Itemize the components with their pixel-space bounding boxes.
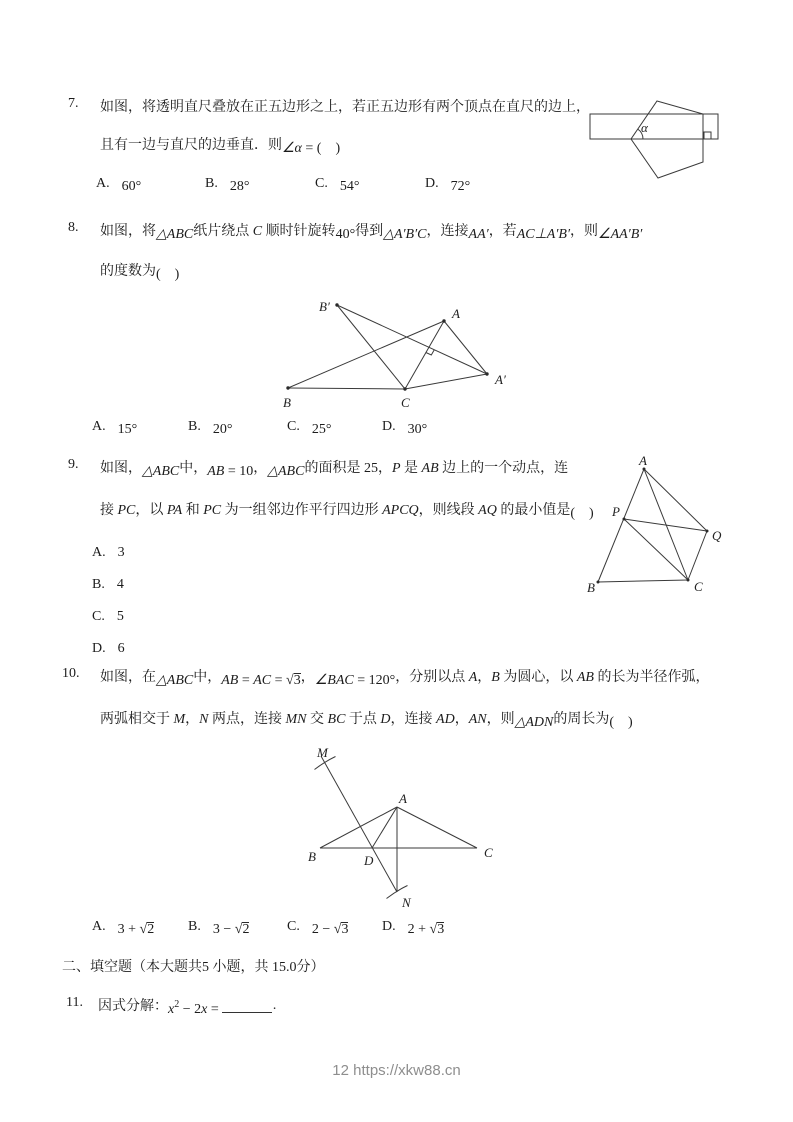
option-value: 15° <box>117 422 138 437</box>
point-B <box>286 386 289 389</box>
option-value: 28° <box>229 179 250 194</box>
option-label: C. <box>92 609 105 624</box>
point-Q <box>706 530 709 533</box>
q7-option-a <box>96 176 141 192</box>
option-value: 20° <box>212 422 233 437</box>
q10-option-d <box>382 919 444 935</box>
q8-option-b <box>188 419 232 435</box>
q8-option-c <box>287 419 331 435</box>
segment-Bprime-Aprime <box>337 305 487 374</box>
section2-header: 二、填空题（本大题共5 小题，共 15.0分） <box>62 960 325 975</box>
q7-line1: 如图，将透明直尺叠放在正五边形之上，若正五边形有两个顶点在直尺的边上， <box>100 100 590 115</box>
q7-option-c <box>315 176 359 192</box>
segment-QC <box>688 531 707 580</box>
label-C: C <box>694 579 703 594</box>
option-value: 30° <box>407 422 428 437</box>
q8-line2: 的度数为( ) <box>100 264 180 282</box>
q8-option-a <box>92 419 137 435</box>
segment-AC <box>644 469 688 580</box>
segment-AB <box>288 321 444 388</box>
q11-line1: 因式分解：$x^2 - 2x$ = · <box>98 999 277 1017</box>
q10-line2: 两弧相交于 M，N 两点，连接 MN 交 BC 于点 D，连接 AD，AN，则△ADN的周长为( ) <box>100 712 633 730</box>
option-label: C. <box>287 919 300 934</box>
option-label: C. <box>315 176 328 191</box>
q10-line1: 如图，在△ABC中，AB = AC = √3，∠BAC = 120°，分别以点 A，B 为圆心，以 AB 的长为半径作弧， <box>100 670 710 688</box>
option-label: A. <box>92 545 106 560</box>
point-C <box>403 387 406 390</box>
right-angle-mark <box>704 132 711 139</box>
segment-AQ <box>644 469 707 531</box>
option-value: 4 <box>116 577 124 592</box>
label-A: A <box>452 306 460 321</box>
option-value: 2 + √3 <box>407 922 445 937</box>
q8-number: 8. <box>68 220 79 235</box>
label-C: C <box>484 845 493 860</box>
q8-line1: 如图，将△ABC纸片绕点 C 顺时针旋转40°得到△A′B′C，连接AA′，若AC⊥A′B′，则∠AA′B′ <box>100 224 643 242</box>
q10-option-c <box>287 919 348 935</box>
option-label: B. <box>188 419 201 434</box>
option-label: B. <box>92 577 105 592</box>
q9-line1: 如图，△ABC中，AB = 10，△ABC的面积是 25，P 是 AB 边上的一个动点，连 <box>100 461 569 479</box>
q7-option-d <box>425 176 470 192</box>
option-label: A. <box>92 419 106 434</box>
q8-option-d <box>382 419 427 435</box>
option-label: D. <box>425 176 439 191</box>
segment-BC <box>598 580 688 582</box>
page-footer: 12 https://xkw88.cn <box>332 1062 461 1079</box>
q7-figure-pentagon-ruler <box>588 95 723 187</box>
label-A-prime: A′ <box>495 372 506 387</box>
segment-BC <box>288 388 405 389</box>
q9-option-c <box>92 609 124 625</box>
q9-option-a <box>92 545 125 561</box>
ruler-shape <box>590 114 718 139</box>
q9-option-b <box>92 577 124 593</box>
segment-AC <box>397 807 477 848</box>
point-A-prime <box>485 372 488 375</box>
option-label: B. <box>205 176 218 191</box>
label-N: N <box>402 895 411 910</box>
point-P <box>623 518 626 521</box>
label-C: C <box>401 395 410 410</box>
segment-AC <box>405 321 444 389</box>
label-B: B <box>283 395 291 410</box>
option-label: A. <box>96 176 110 191</box>
segment-MN <box>321 756 397 892</box>
segment-AA-prime <box>444 321 487 374</box>
option-value: 25° <box>311 422 332 437</box>
label-A: A <box>399 791 407 806</box>
segment-PQ <box>624 519 707 531</box>
q9-line2: 接 PC，以 PA 和 PC 为一组邻边作平行四边形 APCQ，则线段 AQ 的最小值是( ) <box>100 503 594 521</box>
label-P: P <box>612 504 620 519</box>
q7-number: 7. <box>68 96 79 111</box>
q10-figure-perpendicular-bisector <box>300 745 508 915</box>
segment-BA <box>320 807 397 848</box>
label-A: A <box>639 453 647 468</box>
point-B <box>597 581 600 584</box>
option-label: D. <box>92 641 106 656</box>
label-B: B <box>308 849 316 864</box>
q7-option-b <box>205 176 249 192</box>
label-B-prime: B′ <box>319 299 330 314</box>
option-value: 2 − √3 <box>311 922 349 937</box>
q7-line2: 且有一边与直尺的边垂直．则∠α = ( ) <box>100 138 341 156</box>
option-label: C. <box>287 419 300 434</box>
option-label: D. <box>382 419 396 434</box>
segment-PC <box>624 519 688 580</box>
segment-AB <box>598 469 644 582</box>
option-value: 3 <box>117 545 125 560</box>
q9-number: 9. <box>68 457 79 472</box>
option-label: B. <box>188 919 201 934</box>
label-B: B <box>587 580 595 595</box>
option-value: 54° <box>339 179 360 194</box>
label-M: M <box>317 745 328 760</box>
point-A <box>442 319 445 322</box>
segment-Bprime-C <box>337 305 405 389</box>
q10-option-b <box>188 919 249 935</box>
option-value: 72° <box>450 179 471 194</box>
label-D: D <box>364 853 374 868</box>
option-value: 3 + √2 <box>117 922 155 937</box>
q11-number: 11. <box>66 995 83 1010</box>
q9-figure-parallelogram <box>575 450 727 600</box>
option-value: 5 <box>116 609 124 624</box>
point-B-prime <box>335 303 338 306</box>
option-label: D. <box>382 919 396 934</box>
label-alpha: α <box>641 120 648 135</box>
label-Q: Q <box>712 528 722 543</box>
q9-option-d <box>92 641 125 657</box>
point-C <box>687 579 690 582</box>
option-label: A. <box>92 919 106 934</box>
option-value: 6 <box>117 641 125 656</box>
q8-figure-rotated-triangles <box>275 292 523 417</box>
option-value: 3 − √2 <box>212 922 250 937</box>
segment-C-Aprime <box>405 374 487 389</box>
q10-option-a <box>92 919 154 935</box>
q10-number: 10. <box>62 666 80 681</box>
option-value: 60° <box>121 179 142 194</box>
